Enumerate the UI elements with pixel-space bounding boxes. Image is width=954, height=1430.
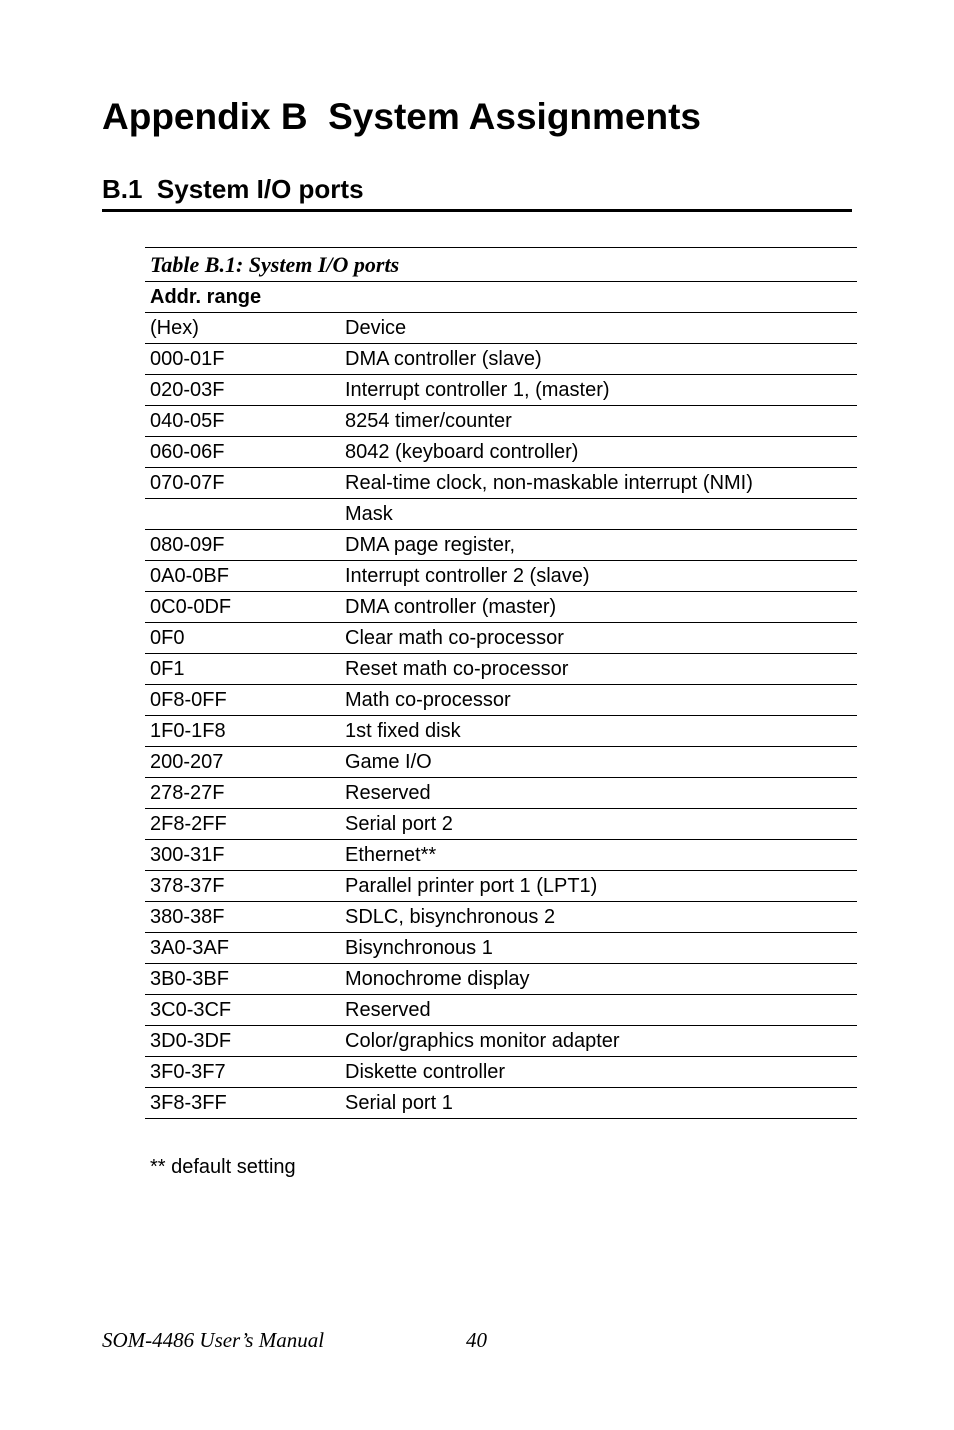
footer-manual-title: SOM-4486 User’s Manual [102, 1328, 325, 1352]
addr-cell: 3C0-3CF [145, 995, 340, 1026]
device-cell: 8042 (keyboard controller) [340, 437, 857, 468]
addr-cell: 080-09F [145, 530, 340, 561]
device-cell: Color/graphics monitor adapter [340, 1026, 857, 1057]
device-cell: Clear math co-processor [340, 623, 857, 654]
device-cell: Real-time clock, non-maskable interrupt (NMI) [340, 468, 857, 499]
table-row [145, 871, 857, 902]
table-row [145, 592, 857, 623]
addr-cell: 1F0-1F8 [145, 716, 340, 747]
table-row [145, 685, 857, 716]
table-caption-row [145, 248, 857, 282]
device-cell: Bisynchronous 1 [340, 933, 857, 964]
device-cell: SDLC, bisynchronous 2 [340, 902, 857, 933]
table-row [145, 809, 857, 840]
footnote: ** default setting [150, 1156, 296, 1178]
device-cell: Interrupt controller 1, (master) [340, 375, 857, 406]
device-cell: Ethernet** [340, 840, 857, 871]
table-row [145, 716, 857, 747]
device-cell: Reserved [340, 995, 857, 1026]
table-row [145, 499, 857, 530]
table-row [145, 1026, 857, 1057]
table-row [145, 375, 857, 406]
addr-cell: 300-31F [145, 840, 340, 871]
table-row [145, 468, 857, 499]
device-cell: 1st fixed disk [340, 716, 857, 747]
addr-cell: 0F8-0FF [145, 685, 340, 716]
header-hex: (Hex) [145, 313, 340, 344]
section-title: B.1 System I/O ports [102, 174, 364, 204]
addr-cell: 2F8-2FF [145, 809, 340, 840]
table-row [145, 840, 857, 871]
table-row [145, 437, 857, 468]
addr-cell: 3F8-3FF [145, 1088, 340, 1119]
device-cell: Diskette controller [340, 1057, 857, 1088]
device-cell: Serial port 1 [340, 1088, 857, 1119]
addr-cell: 040-05F [145, 406, 340, 437]
addr-cell: 278-27F [145, 778, 340, 809]
addr-cell: 378-37F [145, 871, 340, 902]
device-cell: DMA controller (master) [340, 592, 857, 623]
table-row [145, 964, 857, 995]
table-row [145, 1057, 857, 1088]
device-cell: Serial port 2 [340, 809, 857, 840]
device-cell: Interrupt controller 2 (slave) [340, 561, 857, 592]
table-row [145, 747, 857, 778]
table-row [145, 530, 857, 561]
table-row [145, 778, 857, 809]
footer-page-number: 40 [466, 1328, 487, 1352]
table-row [145, 561, 857, 592]
addr-cell: 070-07F [145, 468, 340, 499]
table-row [145, 902, 857, 933]
table-header-row-2 [145, 313, 857, 344]
table-row [145, 654, 857, 685]
device-cell: Reset math co-processor [340, 654, 857, 685]
addr-cell: 0A0-0BF [145, 561, 340, 592]
device-cell: 8254 timer/counter [340, 406, 857, 437]
addr-cell: 060-06F [145, 437, 340, 468]
device-cell: Reserved [340, 778, 857, 809]
addr-cell: 380-38F [145, 902, 340, 933]
table-row [145, 995, 857, 1026]
table-header-row-1 [145, 282, 857, 313]
chapter-title: Appendix B System Assignments [102, 96, 701, 137]
addr-cell: 200-207 [145, 747, 340, 778]
table-row [145, 623, 857, 654]
addr-cell: 3B0-3BF [145, 964, 340, 995]
section-rule [102, 209, 852, 212]
device-cell: Parallel printer port 1 (LPT1) [340, 871, 857, 902]
addr-cell: 0F1 [145, 654, 340, 685]
addr-cell: 0C0-0DF [145, 592, 340, 623]
table-row [145, 933, 857, 964]
table-caption: Table B.1: System I/O ports [145, 248, 857, 282]
addr-cell: 3A0-3AF [145, 933, 340, 964]
device-cell: Mask [340, 499, 857, 530]
table-row [145, 344, 857, 375]
table-row [145, 1088, 857, 1119]
addr-cell: 3F0-3F7 [145, 1057, 340, 1088]
addr-cell: 000-01F [145, 344, 340, 375]
addr-cell [145, 499, 340, 530]
device-cell: Monochrome display [340, 964, 857, 995]
device-cell: DMA controller (slave) [340, 344, 857, 375]
table-row [145, 406, 857, 437]
device-cell: Math co-processor [340, 685, 857, 716]
addr-cell: 3D0-3DF [145, 1026, 340, 1057]
device-cell: DMA page register, [340, 530, 857, 561]
header-device: Device [340, 313, 857, 344]
addr-cell: 020-03F [145, 375, 340, 406]
io-ports-table [145, 247, 857, 1119]
addr-cell: 0F0 [145, 623, 340, 654]
header-addr-range: Addr. range [145, 282, 857, 313]
device-cell: Game I/O [340, 747, 857, 778]
